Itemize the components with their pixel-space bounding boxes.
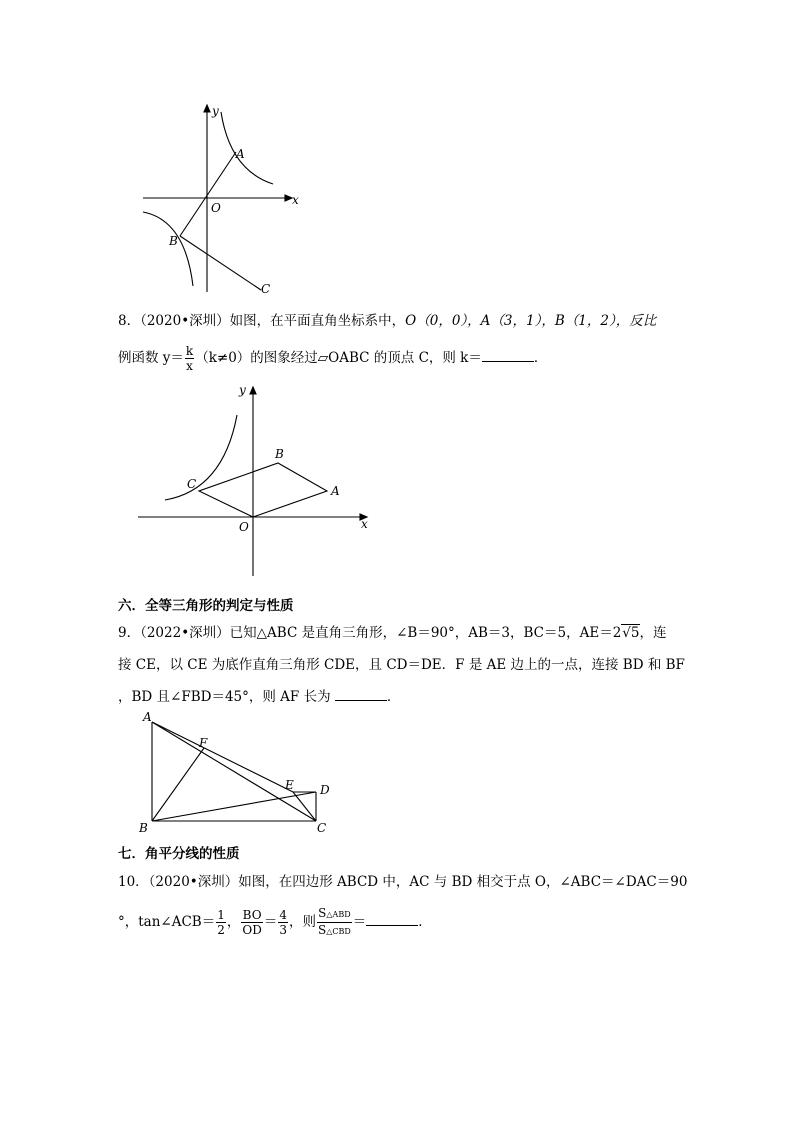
segment-bf <box>152 748 204 821</box>
q8-b-point: B（1，2），反比 <box>554 313 657 329</box>
q9-line1-end: ，连 <box>639 625 667 641</box>
q9-line2: 接 CE，以 CE 为底作直角三角形 CDE，且 CD＝DE．F 是 AE 边上的一点，连接 BD 和 BF <box>118 657 685 673</box>
label-a: A <box>143 710 152 724</box>
q8-frac-num: k <box>185 344 194 358</box>
q10-f3-num: 4 <box>279 908 287 922</box>
q10-frac-4-3 <box>278 908 288 937</box>
label-a: A <box>236 147 245 161</box>
q9-line1 <box>118 624 667 642</box>
segment-ae <box>152 722 293 792</box>
q9-sqrt-value: 5 <box>630 625 640 641</box>
label-x: x <box>292 193 299 207</box>
segment-ec <box>293 792 316 821</box>
label-o: O <box>211 201 221 215</box>
label-c: C <box>317 821 327 835</box>
q10-f3-den: 3 <box>279 923 287 937</box>
q9-answer-blank[interactable] <box>335 688 387 701</box>
y-axis-arrow <box>204 105 210 112</box>
label-c: C <box>261 282 271 296</box>
q8-line1-prefix: 8．（2020•深圳）如图，在平面直角坐标系中， <box>118 313 406 329</box>
q10-s-num-sub: △ABD <box>326 910 351 919</box>
parallelogram-oabc <box>199 463 327 517</box>
figure-q8-graph <box>135 380 380 580</box>
label-c: C <box>187 477 197 491</box>
q9-line1-text: 9．（2022•深圳）已知△ABC 是直角三角形，∠B＝90°，AB＝3，BC＝5，AE＝2 <box>118 625 622 641</box>
q8-line2-prefix: 例函数 y＝ <box>118 350 184 366</box>
q8-fraction-k-over-x <box>185 344 194 373</box>
q8-line1 <box>118 312 656 330</box>
q10-eq2: ＝ <box>352 914 367 930</box>
label-d: D <box>320 783 330 797</box>
q10-s-num-letter: S <box>318 906 327 920</box>
q10-f2-den: OD <box>242 923 262 937</box>
q9-sqrt: √5 <box>622 625 640 641</box>
label-f: F <box>199 736 208 750</box>
label-x: x <box>361 517 368 531</box>
q10-s-den-letter: S <box>317 923 327 937</box>
q10-answer-blank[interactable] <box>366 913 418 926</box>
label-y: y <box>239 383 246 397</box>
q9-line3-prefix: ，BD 且∠FBD＝45°，则 AF 长为 <box>118 689 331 705</box>
figure-q9-triangle <box>135 708 345 838</box>
q10-frac-1-2 <box>216 908 226 937</box>
q10-eq: ＝ <box>263 914 278 930</box>
q10-then: ，则 <box>288 914 316 930</box>
q10-line2-prefix: °，tan∠ACB＝ <box>118 914 216 930</box>
label-a: A <box>331 484 340 498</box>
label-b: B <box>169 234 178 248</box>
q10-line2: °，tan∠ACB＝ $\frac{1}{2}$ ， $\frac{BO}{OD}$ ＝ $\frac{4}{3}$ ，则 $\frac{\text{S△ABD}}{\text{S△CBD}}$ ＝ ． <box>118 906 432 937</box>
q8-frac-den: x <box>186 359 193 373</box>
hyperbola-branch-upper <box>221 112 273 184</box>
q8-line2 <box>118 344 547 373</box>
q9-end: ． <box>386 689 401 705</box>
q10-s-num <box>317 906 352 923</box>
q10-area-ratio <box>317 906 352 939</box>
hyperbola-branch <box>165 415 237 500</box>
q10-f1-num: 1 <box>217 908 225 922</box>
q10-frac-bo-od <box>241 908 262 937</box>
q9-line3 <box>118 688 400 706</box>
section-7-title: 七．角平分线的性质 <box>118 846 240 862</box>
q10-f1-den: 2 <box>217 923 225 937</box>
y-axis-arrow <box>250 387 256 394</box>
q8-a-point: A（3，1）， <box>480 313 555 329</box>
section-6-title: 六．全等三角形的判定与性质 <box>118 598 294 614</box>
segment-ab <box>180 152 236 236</box>
label-y: y <box>212 104 219 118</box>
q8-answer-blank[interactable] <box>482 349 534 362</box>
label-o: O <box>239 520 249 534</box>
q10-s-den <box>317 923 352 939</box>
q8-end: ． <box>533 350 548 366</box>
figure-q7-graph <box>135 100 305 300</box>
hyperbola-branch-lower <box>143 212 193 286</box>
q10-line1: 10．（2020•深圳）如图，在四边形 ABCD 中，AC 与 BD 相交于点 O，∠ABC＝∠DAC＝90 <box>118 874 688 890</box>
label-e: E <box>285 778 294 792</box>
q8-o-point: O（0，0）， <box>405 313 481 329</box>
x-axis-arrow <box>285 195 292 201</box>
q8-condition: （k≠0）的图象经过▱OABC 的顶点 C，则 k＝ <box>195 350 482 366</box>
q10-end: ． <box>418 914 432 930</box>
q10-s-den-sub: △CBD <box>326 927 351 936</box>
q10-f2-num: BO <box>242 908 262 922</box>
label-b: B <box>275 447 284 461</box>
label-b: B <box>139 821 148 835</box>
